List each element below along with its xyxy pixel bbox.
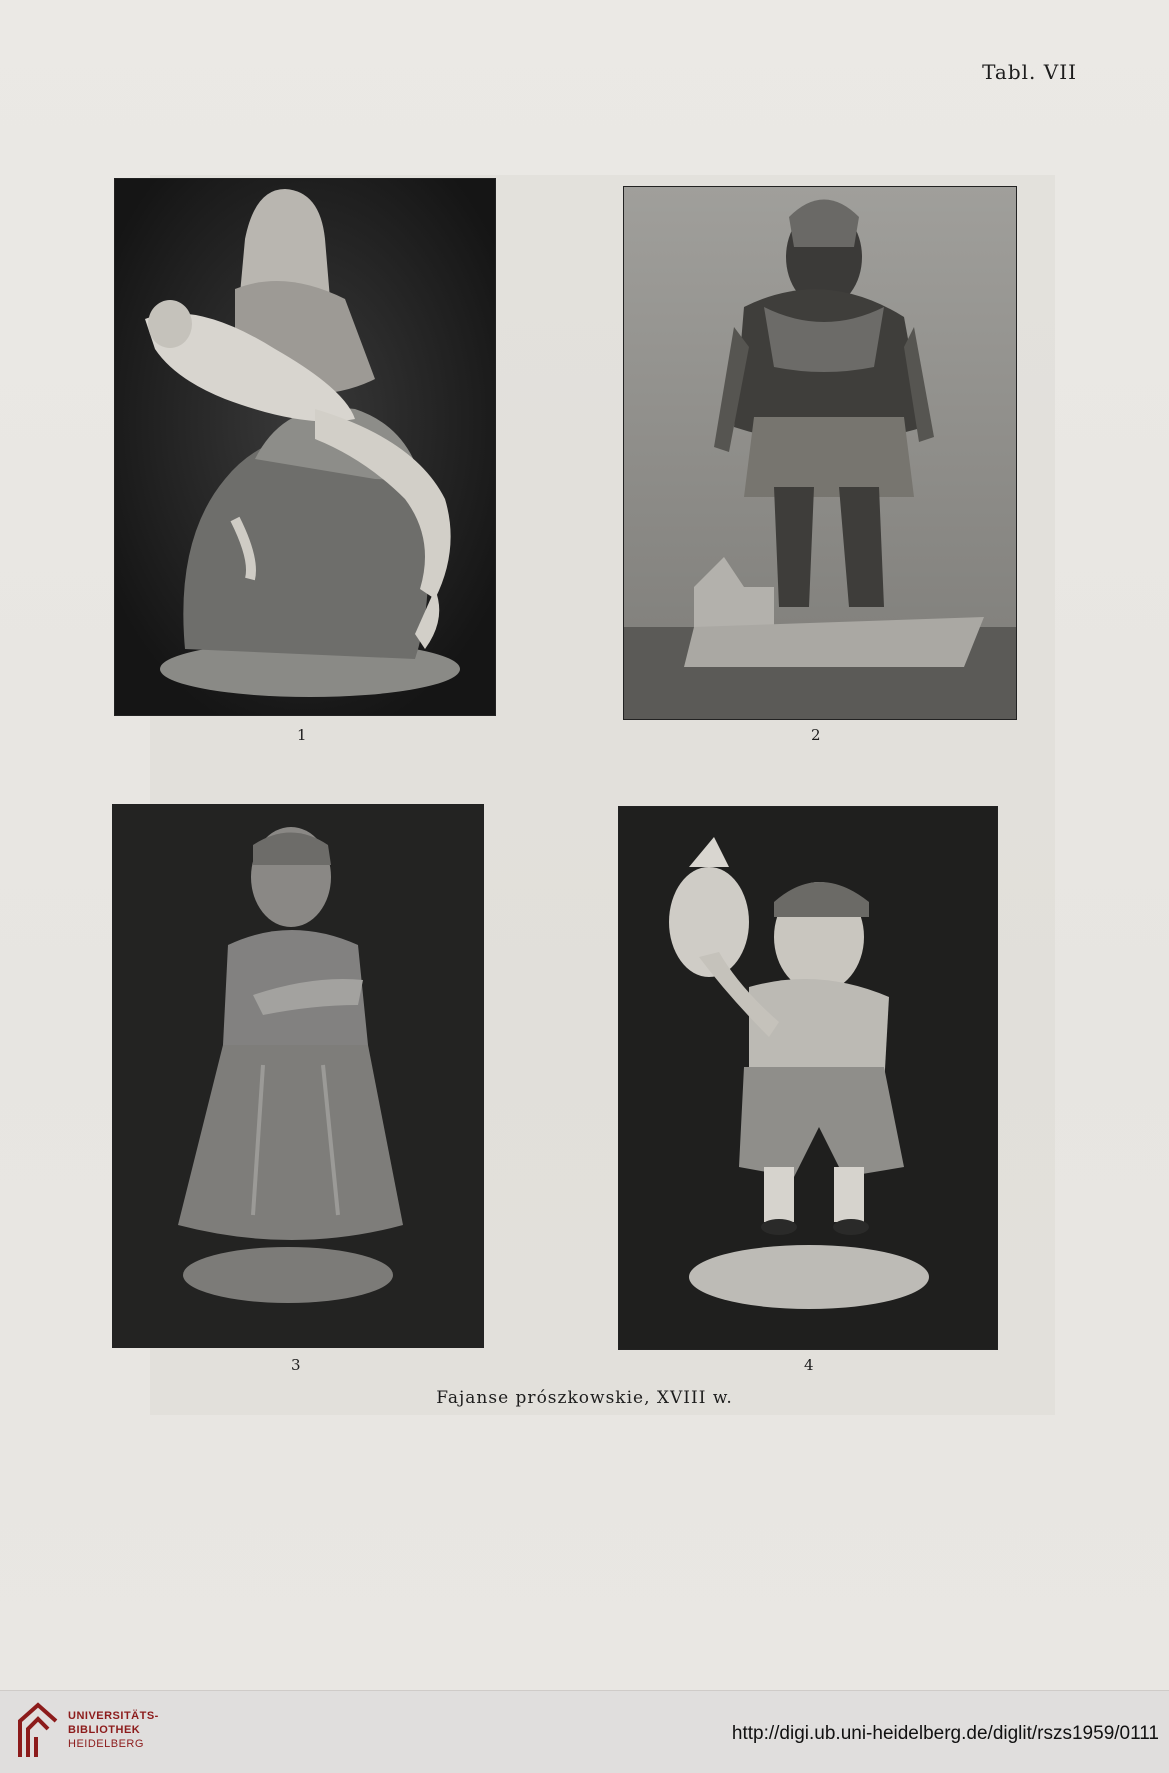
university-library-logo-icon	[16, 1701, 60, 1761]
figure-1-number: 1	[297, 726, 307, 744]
figure-4-photo	[618, 806, 998, 1350]
figure-1-photo	[114, 178, 496, 716]
figure-4-number: 4	[804, 1356, 814, 1374]
figure-2-number: 2	[811, 726, 821, 744]
library-name	[68, 1709, 159, 1751]
library-name-line-3: HEIDELBERG	[68, 1738, 144, 1750]
girl-figurine-image	[113, 805, 483, 1347]
figure-3-number: 3	[291, 1356, 301, 1374]
boy-with-bag-figurine-image	[619, 807, 997, 1349]
library-name-line-2: BIBLIOTHEK	[68, 1724, 141, 1736]
library-name-line-1: UNIVERSITÄTS-	[68, 1710, 159, 1722]
figure-3-photo	[112, 804, 484, 1348]
plate-caption: Fajanse prószkowskie, XVIII w.	[436, 1388, 733, 1408]
standing-man-figurine-image	[624, 187, 1016, 719]
pieta-figurine-image	[115, 179, 495, 715]
figure-2-photo	[623, 186, 1017, 720]
plate-label: Tabl. VII	[982, 60, 1077, 84]
permalink-url[interactable]: http://digi.ub.uni-heidelberg.de/diglit/rszs1959/0111	[731, 1723, 1159, 1744]
footer-bar	[0, 1690, 1169, 1773]
